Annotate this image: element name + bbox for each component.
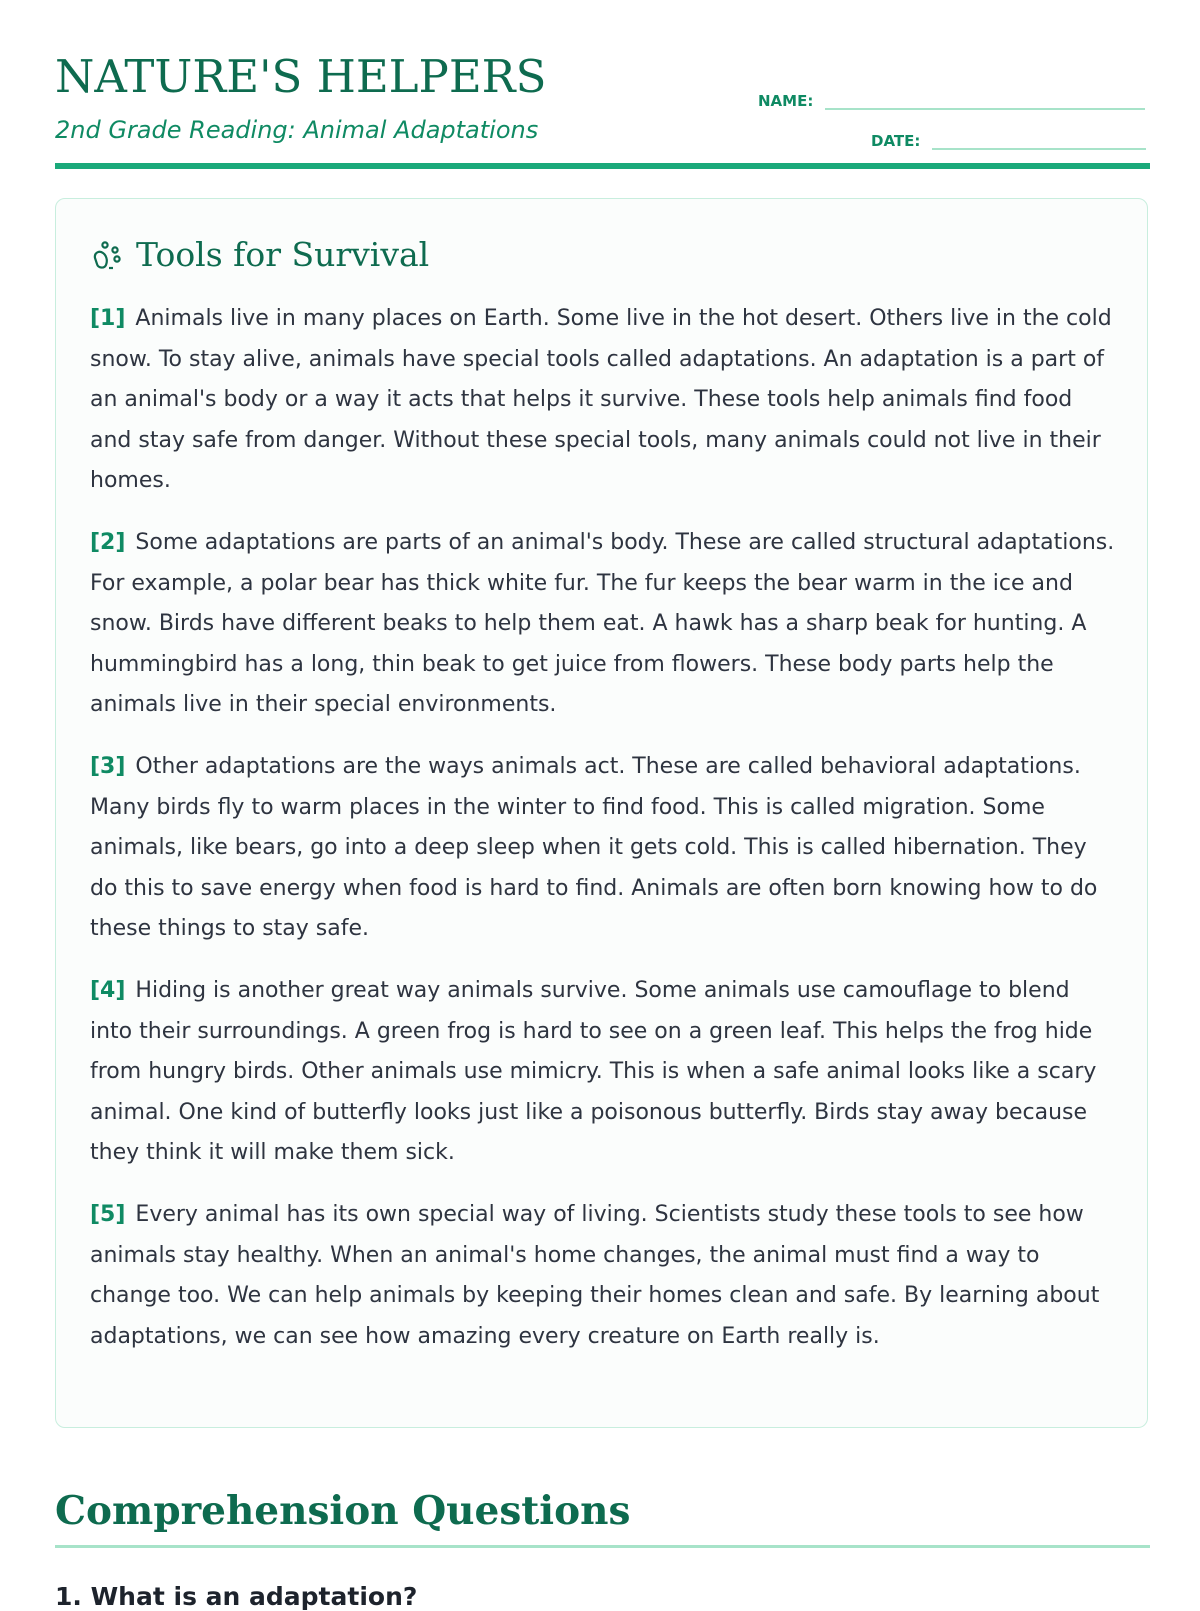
name-label: NAME: <box>758 92 814 110</box>
date-input-line[interactable] <box>932 128 1146 150</box>
date-field[interactable] <box>871 128 1146 150</box>
page-title: NATURE'S HELPERS <box>55 50 547 103</box>
paragraph-number: [3] <box>90 754 126 779</box>
paragraph-number: [1] <box>90 306 126 331</box>
questions-divider <box>55 1545 1150 1548</box>
paragraph-number: [2] <box>90 530 126 555</box>
passage-paragraph <box>90 747 1118 950</box>
passage-paragraph <box>90 299 1118 502</box>
worksheet-page <box>55 0 1150 1611</box>
paw-icon <box>90 238 124 272</box>
paragraph-text: Animals live in many places on Earth. Some live in the hot desert. Others live in the cold snow. To stay alive, animals have special tools called adaptations. An adaptation is a part of an animal's body or a way it acts that helps it survive. These tools help animals find food and stay safe from danger. Without these special tools, many animals could not live in their homes. <box>90 306 1112 493</box>
passage-paragraph <box>90 1195 1118 1357</box>
date-label: DATE: <box>871 132 921 150</box>
passage-paragraph <box>90 971 1118 1174</box>
page-subtitle: 2nd Grade Reading: Animal Adaptations <box>55 116 539 144</box>
passage-paragraph <box>90 523 1118 726</box>
worksheet-header <box>55 0 1150 172</box>
paragraph-text: Hiding is another great way animals survive. Some animals use camouflage to blend into their surroundings. A green frog is hard to see on a green leaf. This helps the frog hide from hungry birds. Other animals use mimicry. This is when a safe animal looks like a scary animal. One kind of butterfly looks just like a poisonous butterfly. Birds stay away because they think it will make them sick. <box>90 978 1097 1165</box>
paragraph-text: Every animal has its own special way of living. Scientists study these tools to see how animals stay healthy. When an animal's home changes, the animal must find a way to change too. We can help animals by keeping their homes clean and safe. By learning about adaptations, we can see how amazing every creature on Earth really is. <box>90 1202 1100 1349</box>
question-item: 1. What is an adaptation? <box>55 1582 418 1611</box>
paragraph-number: [5] <box>90 1202 126 1227</box>
passage-title: Tools for Survival <box>136 235 430 274</box>
paragraph-text: Other adaptations are the ways animals act. These are called behavioral adaptations. Many birds fly to warm places in the winter to find food. This is called migration. Some animals, like bears, go into a deep sleep when it gets cold. This is called hibernation. They do this to save energy when food is hard to find. Animals are often born knowing how to do these things to stay safe. <box>90 754 1098 941</box>
name-field[interactable] <box>758 88 1145 110</box>
reading-passage <box>55 198 1148 1428</box>
paragraph-text: Some adaptations are parts of an animal's body. These are called structural adaptations. For example, a polar bear has thick white fur. The fur keeps the bear warm in the ice and snow. Birds have different beaks to help them eat. A hawk has a sharp beak for hunting. A hummingbird has a long, thin beak to get juice from flowers. These body parts help the animals live in their special environments. <box>90 530 1115 717</box>
paragraph-number: [4] <box>90 978 126 1003</box>
header-divider <box>55 163 1150 169</box>
passage-heading <box>90 235 429 274</box>
questions-title: Comprehension Questions <box>55 1488 631 1534</box>
name-input-line[interactable] <box>825 88 1145 110</box>
